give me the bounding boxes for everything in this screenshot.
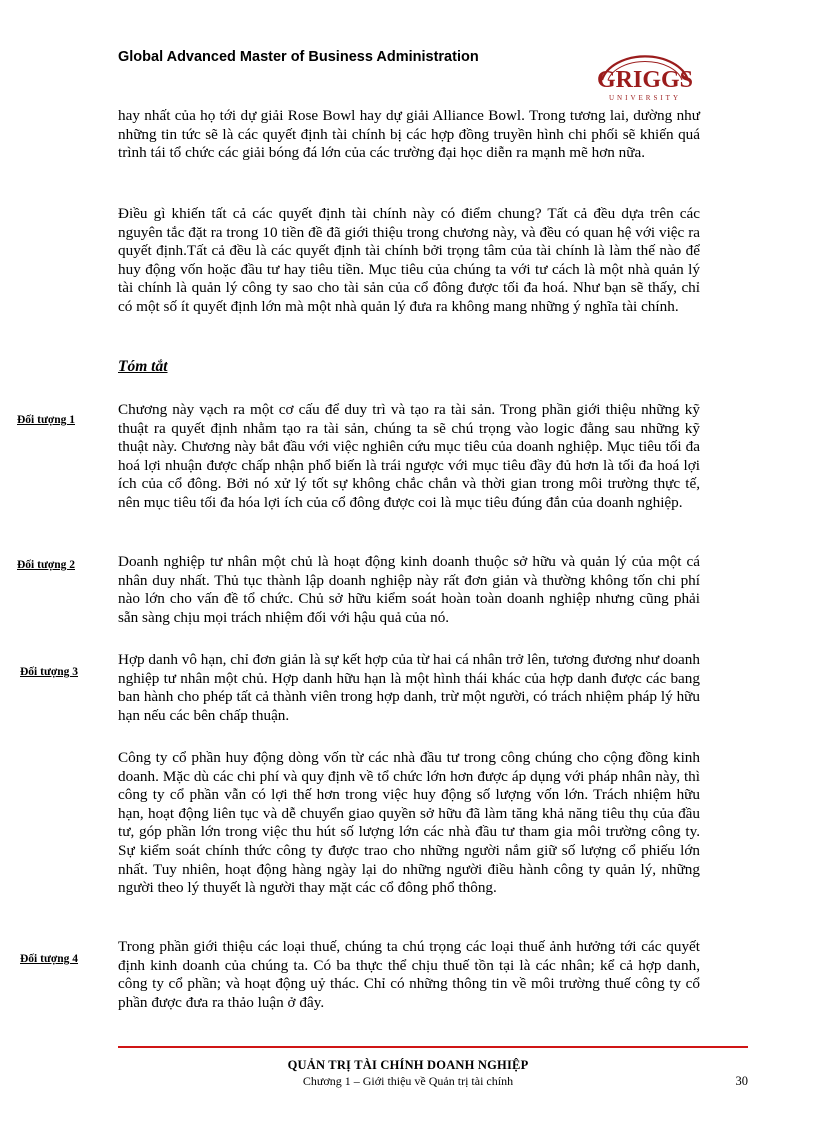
- body-paragraph: Công ty cổ phần huy động dòng vốn từ các nhà đầu tư trong công chúng cho cộng đồng kinh doanh. Mặc dù các chi phí và quy định về tổ chức lớn hơn được áp dụng với pháp nhân này, thì công ty cổ phần vẫn có lợi thế hơn trong việc huy động số lượng vốn lớn. Trách nhiệm hữu hạn, hoạt động liên tục và dễ chuyển giao quyền sở hữu đã làm tăng khả năng tiêu thụ của đầu tư, góp phần lớn trong việc thu hút số lượng lớn các nhà đầu tư tham gia môi trường công ty. Sự kiểm soát chính thức công ty được trao cho những người nắm giữ số lượng cổ phiếu lớn nhất. Tuy nhiên, hoạt động hàng ngày lại do những người điều hành công ty quản lý, những người theo lý thuyết là người thay mặt các cổ đông phổ thông.: [118, 749, 700, 897]
- summary-heading: Tóm tắt: [118, 358, 168, 375]
- objective-label-3: Đối tượng 3: [20, 666, 78, 678]
- body-paragraph: Doanh nghiệp tư nhân một chủ là hoạt động kinh doanh thuộc sở hữu và quản lý của một cá nhân duy nhất. Thủ tục thành lập doanh nghiệp này rất đơn giản và thường không tốn chi phí nào lớn cho vấn đề tổ chức. Chủ sở hữu kiểm soát hoàn toàn doanh nghiệp nhưng cũng phải sẵn sàng chịu mọi trách nhiệm đối với hậu quả của nó.: [118, 553, 700, 626]
- body-paragraph: Trong phần giới thiệu các loại thuế, chúng ta chú trọng các loại thuế ảnh hưởng tới các quyết định kinh doanh của chúng ta. Có ba thực thể chịu thuế tồn tại là các nhân; kể cả hợp danh, công ty cổ phần; và hoạt động uỷ thác. Chỉ có những thông tin về môi trường thuế công ty cổ phần được đưa ra thảo luận ở đây.: [118, 938, 700, 1011]
- body-paragraph: hay nhất của họ tới dự giải Rose Bowl hay dự giải Alliance Bowl. Trong tương lai, dường như những tin tức sẽ là các quyết định tài chính bị các hợp đồng truyền hình chi phối sẽ khiến quá trình tái tổ chức các giải bóng đá lớn của các trường đại học diễn ra mạnh mẽ hơn nữa.: [118, 107, 700, 162]
- svg-text:GRIGGS: GRIGGS: [596, 67, 694, 93]
- griggs-university-logo: [584, 44, 706, 106]
- document-header-title: Global Advanced Master of Business Administration: [118, 49, 479, 65]
- objective-label-1: Đối tượng 1: [17, 414, 75, 426]
- page-number: 30: [735, 1074, 748, 1088]
- body-paragraph: Điều gì khiến tất cả các quyết định tài chính này có điểm chung? Tất cả đều dựa trên các nguyên tắc đặt ra trong 10 tiền đề đã giới thiệu trong chương này, và đều có quan hệ với việc ra quyết định.Tất cả đều là các quyết định tài chính bởi trọng tâm của tài chính là làm thế nào để huy động vốn hoặc đầu tư hay tiêu tiền. Mục tiêu của chúng ta với tư cách là một nhà quản lý tài chính là quản lý công ty sao cho tài sản của cổ đông được tối đa hoá. Như bạn sẽ thấy, chỉ có một số ít quyết định lớn mà một nhà quản lý đưa ra không mang những ý nghĩa tài chính.: [118, 205, 700, 315]
- footer-title: QUẢN TRỊ TÀI CHÍNH DOANH NGHIỆP: [287, 1058, 529, 1072]
- svg-text:UNIVERSITY: UNIVERSITY: [609, 94, 681, 102]
- objective-label-4: Đối tượng 4: [20, 953, 78, 965]
- footer-chapter: Chương 1 – Giới thiệu về Quản trị tài chính: [302, 1074, 514, 1088]
- footer-rule: [118, 1046, 748, 1048]
- body-paragraph: Hợp danh vô hạn, chỉ đơn giản là sự kết hợp của từ hai cá nhân trở lên, tương đương như doanh nghiệp tư nhân một chủ. Hợp danh hữu hạn là một hình thái khác của hợp danh được các bang ban hành cho phép tất cả thành viên trong hợp danh, trừ một người, có trách nhiệm pháp lý hữu hạn nếu các bên chấp thuận.: [118, 651, 700, 724]
- body-paragraph: Chương này vạch ra một cơ cấu để duy trì và tạo ra tài sản. Trong phần giới thiệu những kỹ thuật ra quyết định nhằm tạo ra tài sản, chúng ta sẽ chú trọng vào logic đằng sau những kỹ thuật này. Chương này bắt đầu với việc nghiên cứu mục tiêu của doanh nghiệp. Mục tiêu tối đa hoá lợi nhuận được chấp nhận phổ biến là trái ngược với mục tiêu đầy đủ hơn là tối đa hoá lợi ích của cổ đông. Bởi nó xử lý tốt sự không chắc chắn và thời gian trong môi trường thực tế, nên mục tiêu tối đa hóa lợi ích của cổ đông được coi là mục tiêu đúng đắn của doanh nghiệp.: [118, 401, 700, 511]
- objective-label-2: Đối tượng 2: [17, 559, 75, 571]
